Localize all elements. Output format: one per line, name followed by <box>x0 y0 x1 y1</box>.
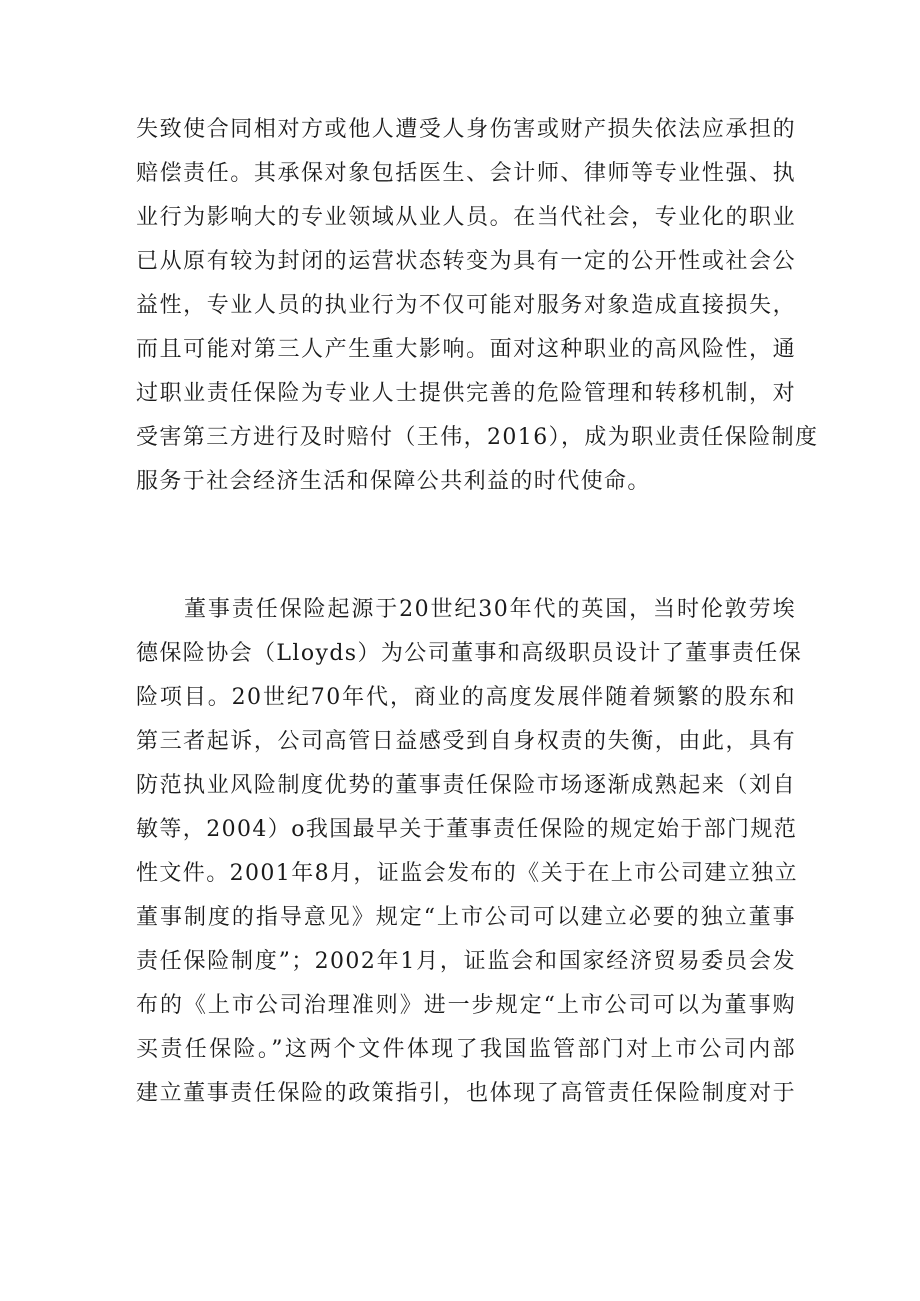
text-line: 性文件。2001年8月，证监会发布的《关于在上市公司建立独立 <box>136 861 798 886</box>
text-line: 责任保险制度”；2002年1月，证监会和国家经济贸易委员会发 <box>136 949 796 974</box>
text-line: 防范执业风险制度优势的董事责任保险市场逐渐成熟起来（刘自 <box>136 773 796 798</box>
text-line: 敏等，2004）o我国最早关于董事责任保险的规定始于部门规范 <box>136 817 798 842</box>
text-line: 益性，专业人员的执业行为不仅可能对服务对象造成直接损失， <box>136 293 796 318</box>
text-line: 建立董事责任保险的政策指引，也体现了高管责任保险制度对于 <box>136 1081 796 1106</box>
paragraph-professional-liability <box>136 108 819 504</box>
text-line: 董事责任保险起源于20世纪30年代的英国，当时伦敦劳埃 <box>184 597 796 622</box>
text-line: 服务于社会经济生活和保障公共利益的时代使命。 <box>136 469 651 494</box>
text-line: 赔偿责任。其承保对象包括医生、会计师、律师等专业性强、执 <box>136 161 796 186</box>
text-line: 德保险协会（Lloyds）为公司董事和高级职员设计了董事责任保 <box>136 641 803 666</box>
text-line: 董事制度的指导意见》规定“上市公司可以建立必要的独立董事 <box>136 905 796 930</box>
text-line: 而且可能对第三人产生重大影响。面对这种职业的高风险性，通 <box>136 337 796 362</box>
text-line: 第三者起诉，公司高管日益感受到自身权责的失衡，由此，具有 <box>136 729 796 754</box>
text-line: 险项目。20世纪70年代，商业的高度发展伴随着频繁的股东和 <box>136 685 796 710</box>
text-line: 过职业责任保险为专业人士提供完善的危险管理和转移机制，对 <box>136 381 796 406</box>
paragraph-directors-liability <box>136 588 803 1116</box>
text-line: 受害第三方进行及时赔付（王伟，2016），成为职业责任保险制度 <box>136 425 819 450</box>
text-line: 已从原有较为封闭的运营状态转变为具有一定的公开性或社会公 <box>136 249 796 274</box>
text-line: 业行为影响大的专业领域从业人员。在当代社会，专业化的职业 <box>136 205 796 230</box>
text-line: 布的《上市公司治理准则》进一步规定“上市公司可以为董事购 <box>136 993 796 1018</box>
text-line: 失致使合同相对方或他人遭受人身伤害或财产损失依法应承担的 <box>136 117 796 142</box>
text-line: 买责任保险。”这两个文件体现了我国监管部门对上市公司内部 <box>136 1037 796 1062</box>
